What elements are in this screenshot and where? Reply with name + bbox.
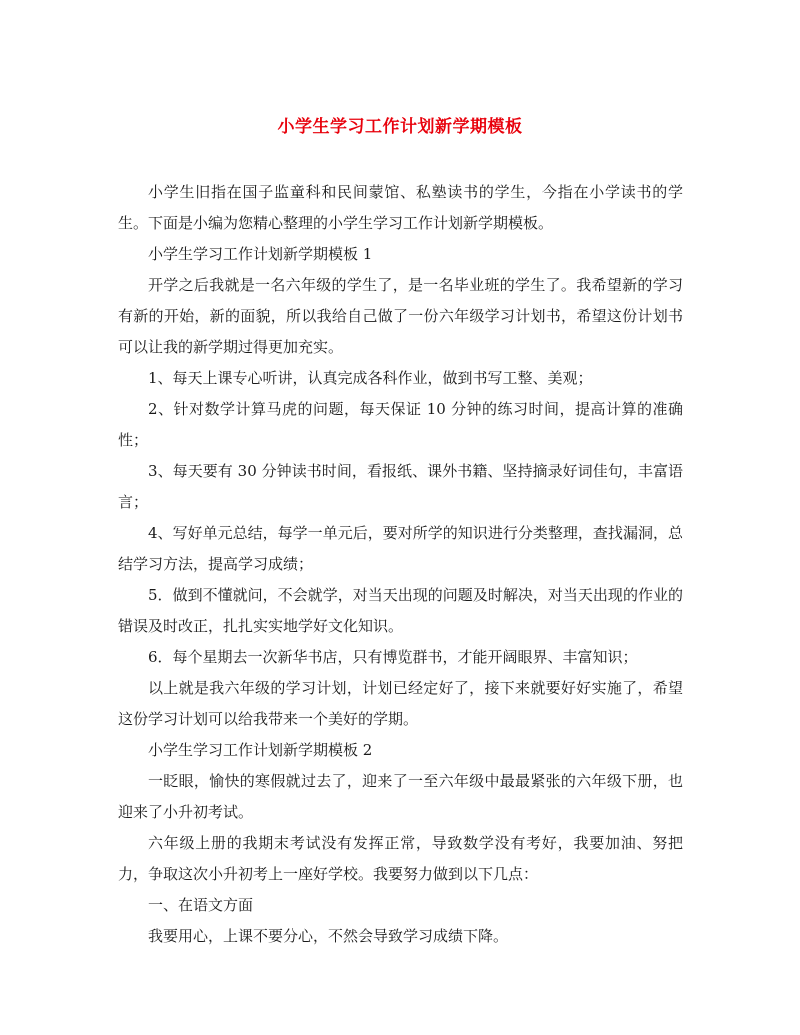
intro-paragraph: 小学生旧指在国子监童科和民间蒙馆、私塾读书的学生，今指在小学读书的学生。下面是小编为您精心整理的小学生学习工作计划新学期模板。 (118, 183, 683, 232)
paragraph-opening: 开学之后我就是一名六年级的学生了，是一名毕业班的学生了。我希望新的学习有新的开始，新的面貌，所以我给自己做了一份六年级学习计划书，希望这份计划书可以让我的新学期过得更加充实。 (118, 276, 683, 356)
paragraph-summary: 以上就是我六年级的学习计划，计划已经定好了，接下来就要好好实施了，希望这份学习计划可以给我带来一个美好的学期。 (118, 679, 683, 728)
plan-item-1: 1、每天上课专心听讲，认真完成各科作业，做到书写工整、美观； (148, 369, 593, 387)
paragraph-exam: 六年级上册的我期末考试没有发挥正常，导致数学没有考好，我要加油、努把力，争取这次小升初考上一座好学校。我要努力做到以下几点： (118, 834, 683, 883)
plan-item-2: 2、针对数学计算马虎的问题，每天保证 10 分钟的练习时间，提高计算的准确性； (118, 400, 683, 449)
plan-item-3: 3、每天要有 30 分钟读书时间，看报纸、课外书籍、坚持摘录好词佳句，丰富语言； (118, 462, 683, 511)
plan-item-5: 5．做到不懂就问，不会就学，对当天出现的问题及时解决，对当天出现的作业的错误及时改正，扎扎实实地学好文化知识。 (118, 586, 683, 635)
document-body (118, 177, 683, 952)
subheading-chinese: 一、在语文方面 (148, 896, 254, 914)
paragraph-winter-break: 一眨眼，愉快的寒假就过去了，迎来了一至六年级中最最紧张的六年级下册，也迎来了小升初考试。 (118, 772, 683, 821)
section-heading-template-2: 小学生学习工作计划新学期模板 2 (148, 741, 373, 759)
section-heading-template-1: 小学生学习工作计划新学期模板 1 (148, 245, 373, 263)
plan-item-6: 6．每个星期去一次新华书店，只有博览群书，才能开阔眼界、丰富知识； (148, 648, 638, 666)
document-title: 小学生学习工作计划新学期模板 (277, 117, 523, 137)
plan-item-4: 4、写好单元总结，每学一单元后，要对所学的知识进行分类整理，查找漏洞，总结学习方法，提高学习成绩； (118, 524, 683, 573)
paragraph-focus: 我要用心，上课不要分心，不然会导致学习成绩下降。 (148, 927, 509, 945)
